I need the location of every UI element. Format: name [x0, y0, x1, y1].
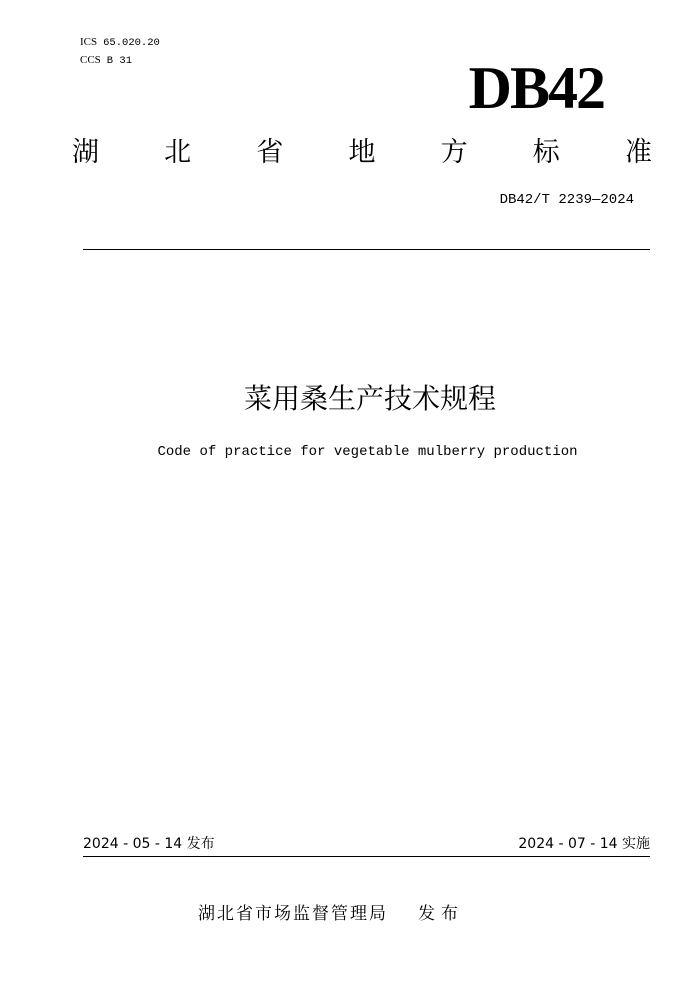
ics-value: 65.020.20	[103, 37, 160, 49]
classification-codes	[80, 34, 160, 70]
standard-type-char: 准	[624, 137, 652, 168]
standard-type-char: 地	[348, 137, 376, 168]
standard-type-heading	[72, 133, 652, 173]
effective-date: 2024 - 07 - 14 实施	[518, 836, 650, 852]
ccs-label: CCS	[80, 54, 101, 66]
ics-code	[80, 34, 160, 52]
ccs-value: B 31	[106, 55, 133, 67]
standard-type-char: 湖	[72, 137, 99, 168]
standard-type-char: 方	[440, 137, 468, 168]
bottom-divider	[83, 856, 650, 857]
document-title-chinese: 菜用桑生产技术规程	[243, 382, 496, 415]
publish-date: 2024 - 05 - 14 发布	[83, 836, 215, 852]
publisher-line	[198, 902, 464, 926]
db42-logo: DB42	[468, 55, 604, 121]
publisher-name: 湖北省市场监督管理局	[198, 904, 388, 924]
standard-type-char: 北	[164, 137, 192, 168]
ccs-code	[80, 52, 160, 70]
top-divider	[83, 249, 650, 250]
standard-type-char: 标	[532, 137, 560, 168]
document-title-english: Code of practice for vegetable mulberry production	[157, 444, 578, 460]
publisher-issue: 发布	[418, 904, 464, 924]
standard-number: DB42/T 2239—2024	[499, 192, 634, 208]
standard-type-char: 省	[256, 137, 284, 168]
ics-label: ICS	[80, 36, 98, 48]
